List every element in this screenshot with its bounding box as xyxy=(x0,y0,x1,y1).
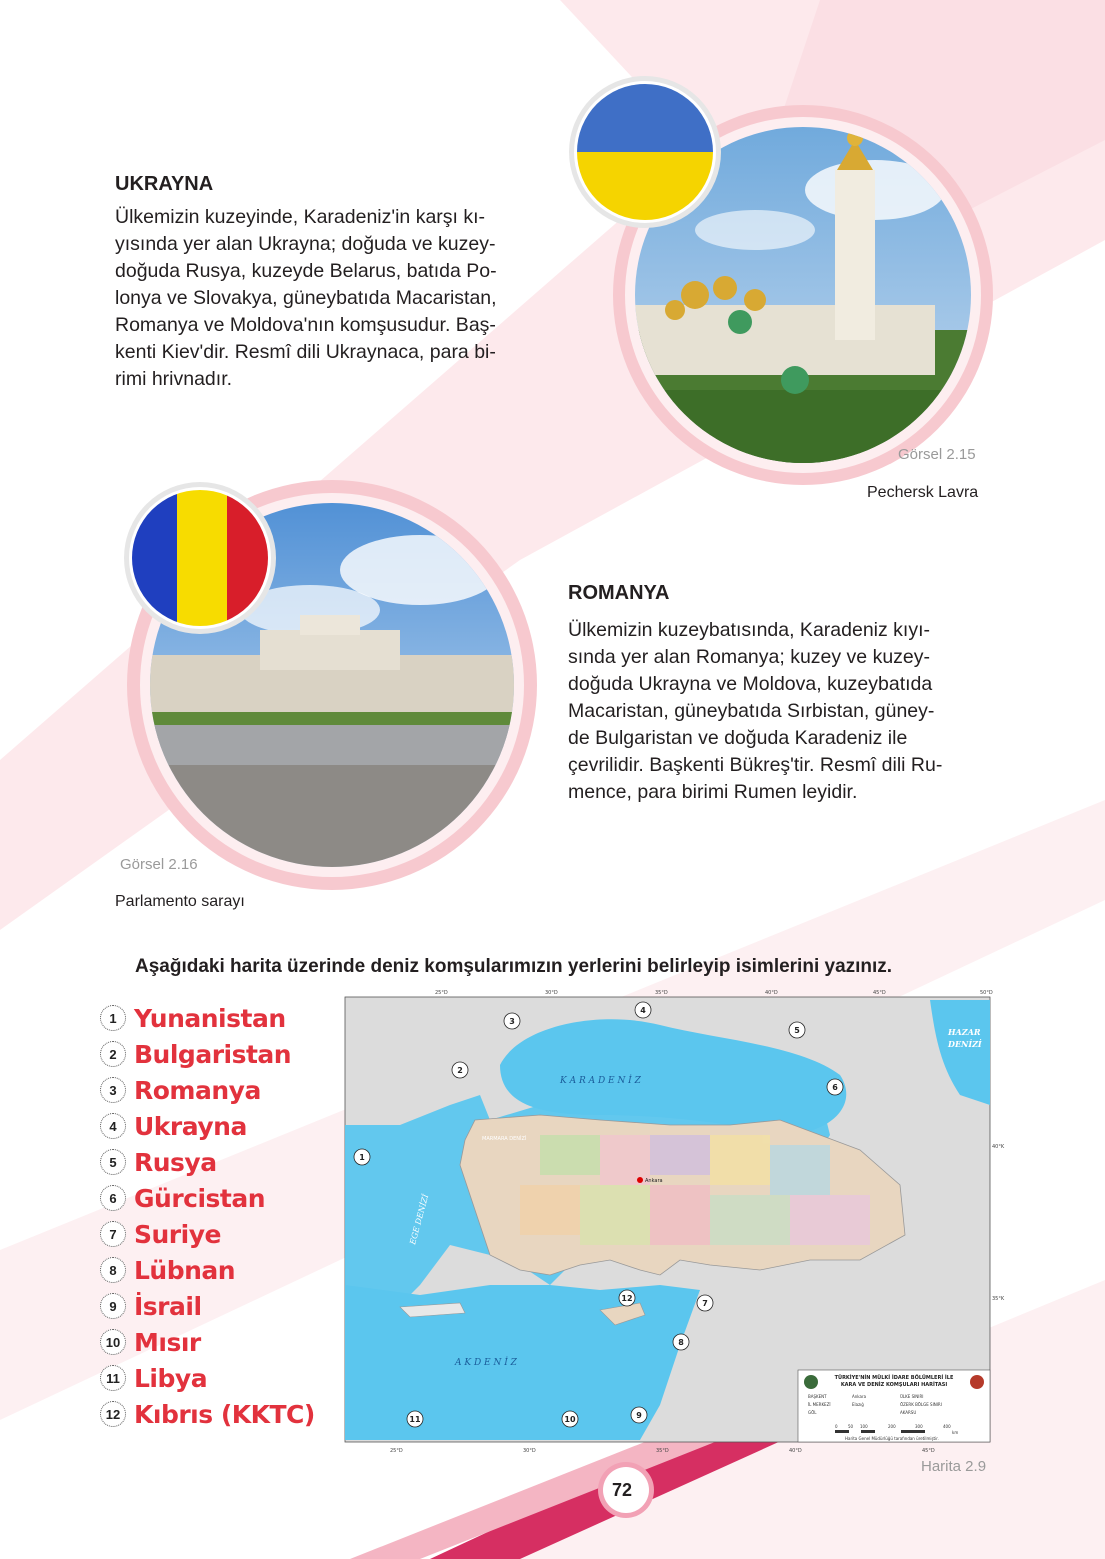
answer-text: Kıbrıs (KKTC) xyxy=(134,1399,315,1429)
ukraine-figure-caption: Pechersk Lavra xyxy=(867,484,979,501)
map-pin xyxy=(452,1062,468,1078)
svg-text:İL MERKEZİ: İL MERKEZİ xyxy=(808,1402,831,1407)
paragraph-line: doğuda Ukrayna ve Moldova, kuzeybatıda xyxy=(568,673,933,695)
svg-text:10: 10 xyxy=(564,1415,576,1424)
svg-text:25°D: 25°D xyxy=(390,1448,403,1454)
svg-text:0: 0 xyxy=(835,1424,838,1429)
list-item xyxy=(100,1216,340,1252)
list-item xyxy=(100,1000,340,1036)
map-figure-label: Harita 2.9 xyxy=(921,1458,987,1475)
answer-text: Ukrayna xyxy=(134,1111,247,1141)
ukraine-paragraph xyxy=(115,204,540,393)
mediterranean-label: A K D E N İ Z xyxy=(455,1358,517,1368)
svg-text:2: 2 xyxy=(457,1066,463,1075)
svg-text:40°D: 40°D xyxy=(765,990,778,996)
list-item xyxy=(100,1036,340,1072)
answer-text: Suriye xyxy=(134,1219,221,1249)
map-pin xyxy=(673,1334,689,1350)
paragraph-line: Ülkemizin kuzeybatısında, Karadeniz kıyı- xyxy=(568,619,930,641)
svg-text:25°D: 25°D xyxy=(435,990,448,996)
romania-figure-label: Görsel 2.16 xyxy=(120,856,198,873)
list-item xyxy=(100,1252,340,1288)
svg-text:GÖL: GÖL xyxy=(808,1410,817,1415)
number-badge: 9 xyxy=(100,1293,126,1319)
svg-text:8: 8 xyxy=(678,1338,684,1347)
romania-paragraph xyxy=(568,617,993,806)
number-badge: 1 xyxy=(100,1005,126,1031)
paragraph-line: Macaristan, güneybatıda Sırbistan, güney- xyxy=(568,700,935,722)
ukraine-flag-icon xyxy=(565,72,725,232)
paragraph-line: yısında yer alan Ukrayna; doğuda ve kuzey- xyxy=(115,233,496,255)
svg-text:AKARSU: AKARSU xyxy=(900,1410,917,1415)
svg-text:Elazığ: Elazığ xyxy=(852,1402,864,1407)
ukraine-heading: UKRAYNA xyxy=(115,173,214,195)
flag-stripe-yellow xyxy=(177,485,227,645)
list-item xyxy=(100,1072,340,1108)
answer-text: Mısır xyxy=(134,1327,201,1357)
map-pin xyxy=(354,1149,370,1165)
top-ticks xyxy=(435,990,993,996)
map-pin xyxy=(827,1079,843,1095)
svg-text:1: 1 xyxy=(359,1153,365,1162)
svg-text:35°K: 35°K xyxy=(992,1296,1005,1302)
black-sea-label: K A R A D E N İ Z xyxy=(560,1076,641,1086)
answer-text: Bulgaristan xyxy=(134,1039,292,1069)
answer-text: Gürcistan xyxy=(134,1183,266,1213)
svg-text:7: 7 xyxy=(702,1299,708,1308)
romania-flag-icon xyxy=(120,485,280,645)
svg-text:30°D: 30°D xyxy=(523,1448,536,1454)
exercise-instruction: Aşağıdaki harita üzerinde deniz komşularımızın yerlerini belirleyip isimlerini yazınız. xyxy=(135,956,893,977)
number-badge: 5 xyxy=(100,1149,126,1175)
svg-text:BAŞKENT: BAŞKENT xyxy=(808,1394,827,1399)
number-badge: 3 xyxy=(100,1077,126,1103)
paragraph-line: Ülkemizin kuzeyinde, Karadeniz'in karşı kı- xyxy=(115,206,486,228)
paragraph-line: lonya ve Slovakya, güneybatıda Macaristan, xyxy=(115,287,497,309)
map-pin xyxy=(631,1407,647,1423)
svg-text:40°K: 40°K xyxy=(992,1144,1005,1150)
answer-text: Romanya xyxy=(134,1075,261,1105)
list-item xyxy=(100,1144,340,1180)
number-badge: 11 xyxy=(100,1365,126,1391)
number-badge: 7 xyxy=(100,1221,126,1247)
paragraph-line: çevrilidir. Başkenti Bükreş'tir. Resmî dili Ru- xyxy=(568,754,943,776)
romania-heading: ROMANYA xyxy=(568,582,670,604)
capital-label: Ankara xyxy=(645,1178,663,1184)
answer-text: Libya xyxy=(134,1363,208,1393)
romania-figure-caption: Parlamento sarayı xyxy=(115,893,245,910)
caspian-label-2: DENİZİ xyxy=(948,1039,982,1049)
number-badge: 2 xyxy=(100,1041,126,1067)
turkey-neighbors-map xyxy=(340,985,1005,1455)
svg-text:6: 6 xyxy=(832,1083,838,1092)
answer-text: İsrail xyxy=(134,1291,202,1321)
number-badge: 10 xyxy=(100,1329,126,1355)
list-item xyxy=(100,1360,340,1396)
paragraph-line: mence, para birimi Rumen leyidir. xyxy=(568,781,858,803)
answer-list xyxy=(100,1000,340,1432)
paragraph-line: Romanya ve Moldova'nın komşusudur. Baş- xyxy=(115,314,496,336)
svg-text:300: 300 xyxy=(915,1424,923,1429)
page-number: 72 xyxy=(612,1480,633,1500)
map-pin xyxy=(504,1013,520,1029)
svg-text:50°D: 50°D xyxy=(980,990,993,996)
svg-text:5: 5 xyxy=(794,1026,800,1035)
paragraph-line: de Bulgaristan ve doğuda Karadeniz ile xyxy=(568,727,908,749)
svg-text:ÜLKE SINIRI: ÜLKE SINIRI xyxy=(900,1394,924,1399)
svg-text:Ankara: Ankara xyxy=(852,1394,867,1399)
number-badge: 12 xyxy=(100,1401,126,1427)
svg-text:35°D: 35°D xyxy=(656,1448,669,1454)
map-pin xyxy=(697,1295,713,1311)
svg-text:12: 12 xyxy=(621,1294,633,1303)
svg-text:50: 50 xyxy=(848,1424,854,1429)
list-item xyxy=(100,1108,340,1144)
svg-text:45°D: 45°D xyxy=(873,990,886,996)
paragraph-line: sında yer alan Romanya; kuzey ve kuzey- xyxy=(568,646,931,668)
list-item xyxy=(100,1288,340,1324)
svg-text:400: 400 xyxy=(943,1424,951,1429)
svg-text:TÜRKİYE'NİN MÜLKİ İDARE BÖLÜML: TÜRKİYE'NİN MÜLKİ İDARE BÖLÜMLERİ İLE xyxy=(834,1375,954,1381)
caspian-label-1: HAZAR xyxy=(948,1027,981,1037)
list-item xyxy=(100,1324,340,1360)
svg-text:ÖZERK BÖLGE SINIRI: ÖZERK BÖLGE SINIRI xyxy=(900,1402,942,1407)
map-legend xyxy=(798,1370,990,1442)
map-pin xyxy=(789,1022,805,1038)
svg-text:40°D: 40°D xyxy=(789,1448,802,1454)
map-pin xyxy=(562,1411,578,1427)
map-pin xyxy=(619,1290,635,1306)
svg-text:35°D: 35°D xyxy=(655,990,668,996)
ukraine-figure-label: Görsel 2.15 xyxy=(898,446,976,463)
svg-text:9: 9 xyxy=(636,1411,642,1420)
marmara-label: MARMARA DENİZİ xyxy=(482,1136,527,1142)
map-pin xyxy=(635,1002,651,1018)
svg-text:4: 4 xyxy=(640,1006,646,1015)
answer-text: Rusya xyxy=(134,1147,217,1177)
aegean-label: EGE DENİZİ xyxy=(408,1193,431,1246)
svg-text:km: km xyxy=(952,1430,959,1435)
paragraph-line: doğuda Rusya, kuzeyde Belarus, batıda Po- xyxy=(115,260,497,282)
number-badge: 6 xyxy=(100,1185,126,1211)
svg-text:200: 200 xyxy=(888,1424,896,1429)
bottom-ticks xyxy=(390,1448,935,1454)
paragraph-line: kenti Kiev'dir. Resmî dili Ukraynaca, para bi- xyxy=(115,341,496,363)
list-item xyxy=(100,1180,340,1216)
answer-text: Lübnan xyxy=(134,1255,236,1285)
capital-marker xyxy=(637,1177,643,1183)
map-pin xyxy=(407,1411,423,1427)
svg-text:45°D: 45°D xyxy=(922,1448,935,1454)
answer-text: Yunanistan xyxy=(134,1003,286,1033)
svg-text:11: 11 xyxy=(409,1415,421,1424)
province-colors xyxy=(520,1135,870,1245)
number-badge: 4 xyxy=(100,1113,126,1139)
list-item xyxy=(100,1396,340,1432)
svg-text:KARA VE DENİZ KOMŞULARI HARİTA: KARA VE DENİZ KOMŞULARI HARİTASI xyxy=(840,1382,948,1388)
svg-text:30°D: 30°D xyxy=(545,990,558,996)
paragraph-line: rimi hrivnadır. xyxy=(115,368,233,390)
svg-text:3: 3 xyxy=(509,1017,515,1026)
svg-text:100: 100 xyxy=(860,1424,868,1429)
svg-text:Harita Genel Müdürlüğü tarafın: Harita Genel Müdürlüğü tarafından üretilmiştir. xyxy=(845,1436,939,1441)
number-badge: 8 xyxy=(100,1257,126,1283)
